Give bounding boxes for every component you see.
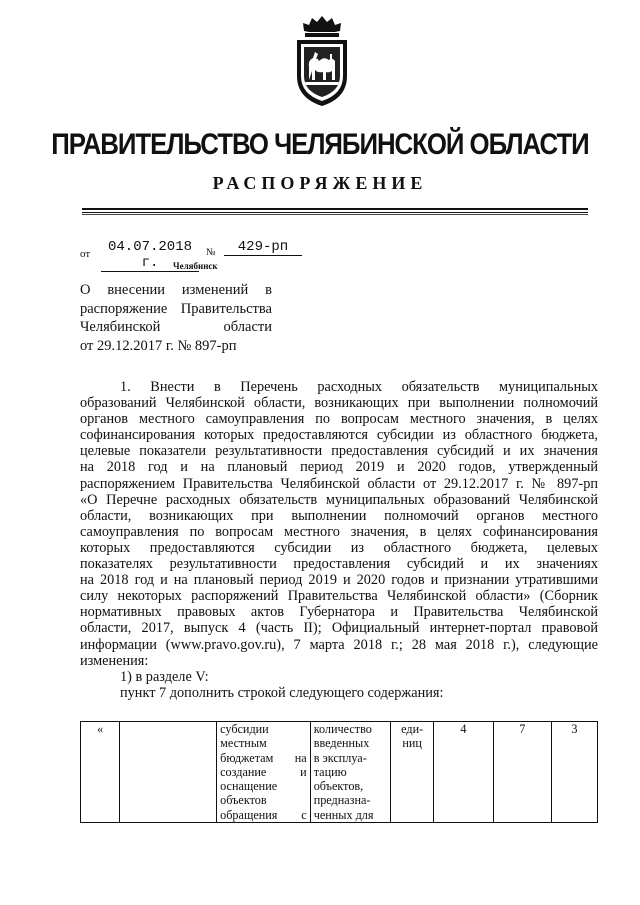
- document-title: [80, 281, 272, 355]
- cell-line: ченных для: [313, 807, 374, 822]
- body-item: 1) в разделе V:: [120, 668, 209, 685]
- table-cell-2020: 3: [551, 722, 597, 823]
- cell-line: ниц: [402, 736, 422, 751]
- cell-line: количество: [313, 722, 372, 736]
- cell-line: введенных: [313, 736, 370, 751]
- body-line: на 2018 год и на плановый период 2019 и 2020 годов, утвержденный: [80, 459, 598, 476]
- body-line: которых предоставляются субсидии из областного бюджета, целевых: [80, 539, 598, 556]
- body-line: «О Перечне расходных обязательств муниципальных образований Челябинской: [80, 491, 598, 508]
- cell-line: бюджетам на: [220, 750, 307, 765]
- body-line: нормативных правовых актов Губернатора и Правительства Челябинской: [80, 604, 598, 621]
- cell-line: объектов: [220, 793, 267, 808]
- body-line: показателях результативности предоставления субсидий и их значениях: [80, 556, 598, 573]
- title-line: распоряжение Правительства: [80, 300, 272, 317]
- cell-line: местным: [220, 736, 267, 751]
- body-line: софинансирования которых предоставляются субсидии из областного бюджета,: [80, 427, 598, 444]
- cell-line: субсидии: [220, 722, 269, 736]
- date-from-label: от: [80, 248, 91, 260]
- table-cell-unit: [391, 722, 434, 823]
- body-line: образований Челябинской области, возникающих при выполнении полномочий: [80, 395, 598, 412]
- title-line: от 29.12.2017 г. № 897-рп: [80, 337, 237, 354]
- cell-line: создание и: [220, 764, 307, 779]
- table-cell-2018: 4: [434, 722, 494, 823]
- title-line: Челябинской области: [80, 319, 272, 335]
- table-cell-quote: «: [81, 722, 120, 823]
- body-line: области, возникающих при выполнении полномочий органов местного: [80, 507, 598, 524]
- body-line: силу некоторых распоряжений Правительства Челябинской области» (Сборник: [80, 588, 598, 605]
- header-rule-thick: [82, 208, 588, 210]
- table-cell-indicator: [310, 722, 391, 823]
- table-row: [81, 722, 598, 823]
- cell-line: объектов,: [313, 779, 364, 794]
- document-date: 04.07.2018 г.: [101, 239, 199, 272]
- body-line: информации (www.pravo.gov.ru), 7 марта 2018 г.; 28 мая 2018 г.), следующие: [80, 636, 598, 653]
- government-name: ПРАВИТЕЛЬСТВО ЧЕЛЯБИНСКОЙ ОБЛАСТИ: [51, 128, 589, 161]
- table-cell-empty: [120, 722, 217, 823]
- document-number: 429-рп: [224, 239, 302, 256]
- body-line: целевые показатели результативности предоставления субсидий и их значения: [80, 443, 598, 460]
- cell-line: обращения с: [220, 807, 307, 822]
- cell-line: еди-: [401, 722, 424, 736]
- cell-line: тацию: [313, 764, 347, 779]
- body-line: органов местного самоуправления по вопросам местного значения, в целях: [80, 411, 598, 428]
- body-item: пункт 7 дополнить строкой следующего содержания:: [120, 684, 444, 701]
- chelyabinsk-coat-of-arms-icon: [291, 14, 353, 110]
- cell-line: предназна-: [313, 793, 371, 808]
- body-line: 1. Внести в Перечень расходных обязательств муниципальных: [120, 379, 598, 395]
- amendment-table: [80, 721, 598, 823]
- title-line: О внесении изменений в: [80, 282, 272, 298]
- header-rule-thin: [82, 212, 588, 213]
- header-rule-thin-2: [82, 214, 588, 215]
- cell-line: оснащение: [220, 779, 278, 794]
- body-line: самоуправления по вопросам местного значения, в целях софинансирования: [80, 523, 598, 540]
- body-line: на 2018 год и на плановый период 2019 и 2020 годов и признании утратившими: [80, 572, 598, 589]
- table-cell-2019: 7: [493, 722, 551, 823]
- cell-line: в эксплуа-: [313, 750, 367, 765]
- body-line: изменения:: [80, 652, 149, 669]
- document-body: [80, 379, 598, 701]
- table-cell-subsidy: [217, 722, 311, 823]
- body-line: распоряжением Правительства Челябинской области от 29.12.2017 г. № 897-рп: [80, 475, 598, 492]
- document-type: РАСПОРЯЖЕНИЕ: [212, 173, 428, 193]
- number-sign: №: [206, 247, 216, 258]
- body-line: области, 2017, выпуск 4 (часть II); Официальный интернет-портал правовой: [80, 620, 598, 637]
- city-name: Челябинск: [173, 261, 218, 271]
